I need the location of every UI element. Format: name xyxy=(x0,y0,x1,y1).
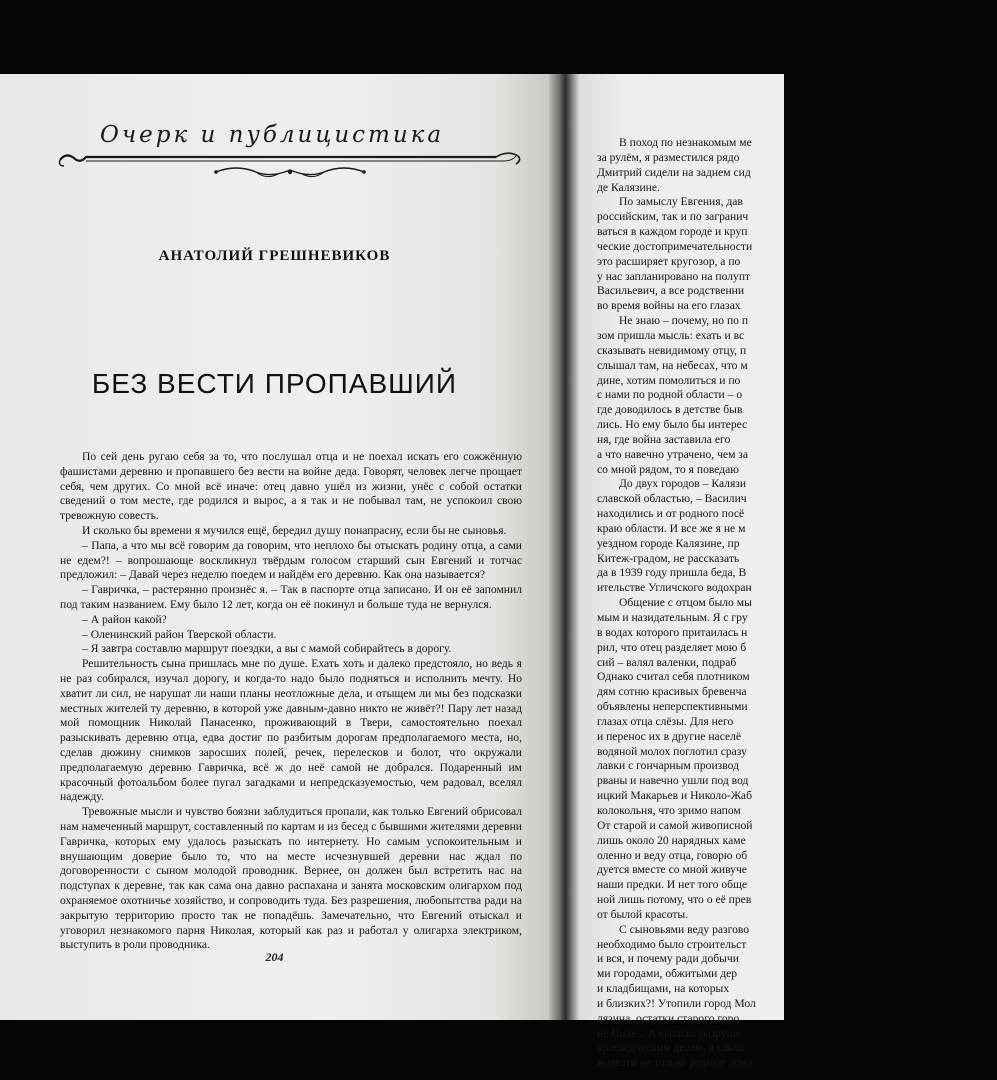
paragraph: И сколько бы времени я мучился ещё, бередил душу понапрасну, если бы не сыновья. xyxy=(82,523,507,537)
text-line: вывезти не только родные дома xyxy=(597,1056,753,1070)
text-line: в водах которого притаилась н xyxy=(597,625,748,639)
text-line: глазах отца слёзы. Для него xyxy=(597,714,734,728)
text-line: лавки с гончарным производ xyxy=(597,759,739,773)
left-page xyxy=(0,74,549,1020)
text-line: дине, хотим помолиться и по xyxy=(597,373,741,387)
paragraph: – Я завтра составлю маршрут поездки, а вы с мамой собирайтесь в дорогу. xyxy=(82,642,452,656)
text-line: водяной молох поглотил сразу xyxy=(597,744,747,758)
text-line: наши предки. И нет того обще xyxy=(597,878,748,892)
text-line: ной лишь потому, что о её прев xyxy=(597,893,752,907)
text-line: объявлены неперспективными xyxy=(597,700,748,714)
text-line: лишь около 20 нарядных каме xyxy=(597,833,746,847)
paragraph: – Папа, а что мы всё говорим да говорим, что неплохо бы отыскать родину отца, а сами не едем?! – вопрошающе воскликнул твёрдым голосом старший сын Евгений и тотчас предложил: – Давай через неделю поедем и найдём его деревню. Как она называется? xyxy=(60,538,522,582)
right-page xyxy=(579,74,784,1070)
text-line: не Поле... А сколько разруше xyxy=(597,1026,741,1040)
text-line: славской областью, – Василич xyxy=(597,492,747,506)
text-line: зом пришла мысль: ехать и вс xyxy=(597,328,745,342)
text-line: во время войны на его глазах xyxy=(597,299,741,313)
text-line: дям сотню красивых бревенча xyxy=(597,685,747,699)
text-line: колокольня, что зримо напом xyxy=(597,803,741,817)
text-line: ческие достопримечательности xyxy=(597,239,753,253)
text-line: от былой красоты. xyxy=(597,907,689,921)
text-line: и перенос их в другие населё xyxy=(597,729,742,743)
text-line: сий – валял валенки, подраб xyxy=(597,655,737,669)
text-line: находились и от родного посё xyxy=(597,507,745,521)
text-line: По замыслу Евгения, дав xyxy=(619,195,743,209)
paragraph: По сей день ругаю себя за то, что послушал отца и не поехал искать его сожжённую фашистами деревню и пропавшего без вести на войне деда. Говорят, человек легче прощает себя, чем других. Со мной всё иначе: отец давно ушёл из жизни, унёс с собой остатки сведений о том месте, где родился и вырос, а я так и не побывал там, не успокоил свою тревожную совесть. xyxy=(60,450,522,523)
text-line: лись. Но ему было бы интерес xyxy=(597,418,748,432)
text-line: слышал там, на небесах, что м xyxy=(597,358,748,372)
text-line: да в 1939 году пришла беда, В xyxy=(597,566,747,580)
text-line: необходимо было строительст xyxy=(597,937,747,951)
text-line: рил, что отец разделяет мою б xyxy=(597,640,747,654)
text-line: В поход по незнакомым ме xyxy=(619,136,752,149)
text-line: со мной рядом, то я поведаю xyxy=(597,462,739,476)
text-line: краеведческим делам, я слыш xyxy=(597,1041,745,1055)
text-line: и кладбищами, на которых xyxy=(597,982,730,996)
text-line: де Калязине. xyxy=(597,180,660,194)
section-title: Очерк и публицистика xyxy=(100,122,445,148)
text-line: ми городами, обжитыми дер xyxy=(597,967,738,981)
text-line: краю области. И все же я не м xyxy=(597,521,746,535)
text-line: Китеж-градом, не рассказать xyxy=(597,551,740,565)
text-line: До двух городов – Калязи xyxy=(619,477,747,491)
text-line: Дмитрий сидели на заднем сид xyxy=(597,165,751,179)
author-name: АНАТОЛИЙ ГРЕШНЕВИКОВ xyxy=(158,248,391,264)
text-line: оленно и веду отца, говорю об xyxy=(597,848,748,862)
text-line: ицкий Макарьев и Николо-Жаб xyxy=(597,789,752,803)
paragraph: – А район какой? xyxy=(82,612,167,626)
text-line: рваны и навечно ушли под вод xyxy=(597,774,749,788)
text-line: уездном городе Калязине, пр xyxy=(597,536,740,550)
paragraph: Решительность сына пришлась мне по душе. Ехать хоть и далеко предстояло, но ведь я не раз собирался, изучал дорогу, и когда-то надо было подняться и исполнить мечту. Но хватит ли сил, не нарушат ли наши планы неотложные дела, и отыщем ли мы без подсказки местных жителей ту деревню, в которой уже давным-давно никто не живёт?! Пару лет назад мой помощник Николай Панасенко, проживающий в Твери, самостоятельно поехал разыскивать деревню отца, едва достиг по разбитым дорогам предполагаемого места, но, сделав дюжину снимков заросших полей, речек, перелесков и болот, что окружали предполагаемую деревню Гавричка, всё ж до неё самой не добрался. Подаренный им красочный фотоальбом более пугал загадками и непредсказуемостью, чем радовал, вселял надежду. xyxy=(60,657,522,804)
text-line: за рулём, я разместился рядо xyxy=(597,150,740,164)
text-line: ваться в каждом городе и круп xyxy=(597,225,748,239)
text-line: Однако считал себя плотником xyxy=(597,670,750,684)
text-line: Не знаю – почему, но по п xyxy=(619,314,749,328)
book-gutter xyxy=(549,74,579,1020)
text-line: и вся, и почему ради добычи xyxy=(597,952,739,966)
text-line: а что навечно утрачено, чем за xyxy=(597,447,749,461)
text-line: От старой и самой живописной xyxy=(597,818,753,832)
article-title: БЕЗ ВЕСТИ ПРОПАВШИЙ xyxy=(91,368,458,399)
text-line: дуется вместе со мной живуче xyxy=(597,863,747,877)
text-line: у нас запланировано на полупт xyxy=(597,269,751,283)
text-line: С сыновьями веду разгово xyxy=(619,922,750,936)
paragraph: – Оленинский район Тверской области. xyxy=(82,627,277,641)
page-number: 204 xyxy=(265,950,284,964)
ornament-divider xyxy=(56,148,524,184)
text-line: лязина, остатки старого горо xyxy=(597,1011,740,1025)
text-line: сказывать невидимому отцу, п xyxy=(597,343,747,357)
article-body xyxy=(60,450,522,953)
text-line: ительстве Угличского водохран xyxy=(597,581,752,595)
text-line: российским, так и по загранич xyxy=(597,210,749,224)
right-page-text xyxy=(597,136,997,1071)
text-line: с нами по родной области – о xyxy=(597,388,743,402)
text-line: где доводилось в детстве быв xyxy=(597,403,743,417)
text-line: мым и назидательным. Я с гру xyxy=(597,611,748,624)
book-spread xyxy=(0,74,784,1070)
text-line: Васильевич, а все родственни xyxy=(597,284,745,298)
paragraph: Тревожные мысли и чувство боязни заблудиться пропали, как только Евгений обрисовал нам намеченный маршрут, составленный по картам и из бесед с бывшими жителями деревни Гавричка, которых ему удалось разыскать по интернету. Но самым успокоительным и внушающим доверие было то, что на месте исчезнувшей деревни нас ждал по договоренности с сыном молодой проводник. Вернее, он должен был встретить нас на подступах к деревне, так как сама она давно распахана и занята московским олигархом под охраняемое охотничье хозяйство, и сопроводить туда. Без разрешения, любопытства ради на закрытую территорию просто так не попадёшь. Замечательно, что Евгений отыскал и уговорил незнакомого парня Николая, который как раз и работал у олигарха электриком, выступить в роли проводника. xyxy=(60,805,522,952)
text-line: Общение с отцом было мы xyxy=(619,596,752,610)
text-line: ня, где война заставила его xyxy=(597,432,731,446)
text-line: и близких?! Утопили город Мол xyxy=(597,996,756,1010)
paragraph: – Гавричка, – растерянно произнёс я. – Так в паспорте отца записано. И он её запомнил под таким названием. Ему было 12 лет, когда он её покинул и больше туда не вернулся. xyxy=(60,583,522,611)
text-line: это расширяет кругозор, а по xyxy=(597,254,741,268)
